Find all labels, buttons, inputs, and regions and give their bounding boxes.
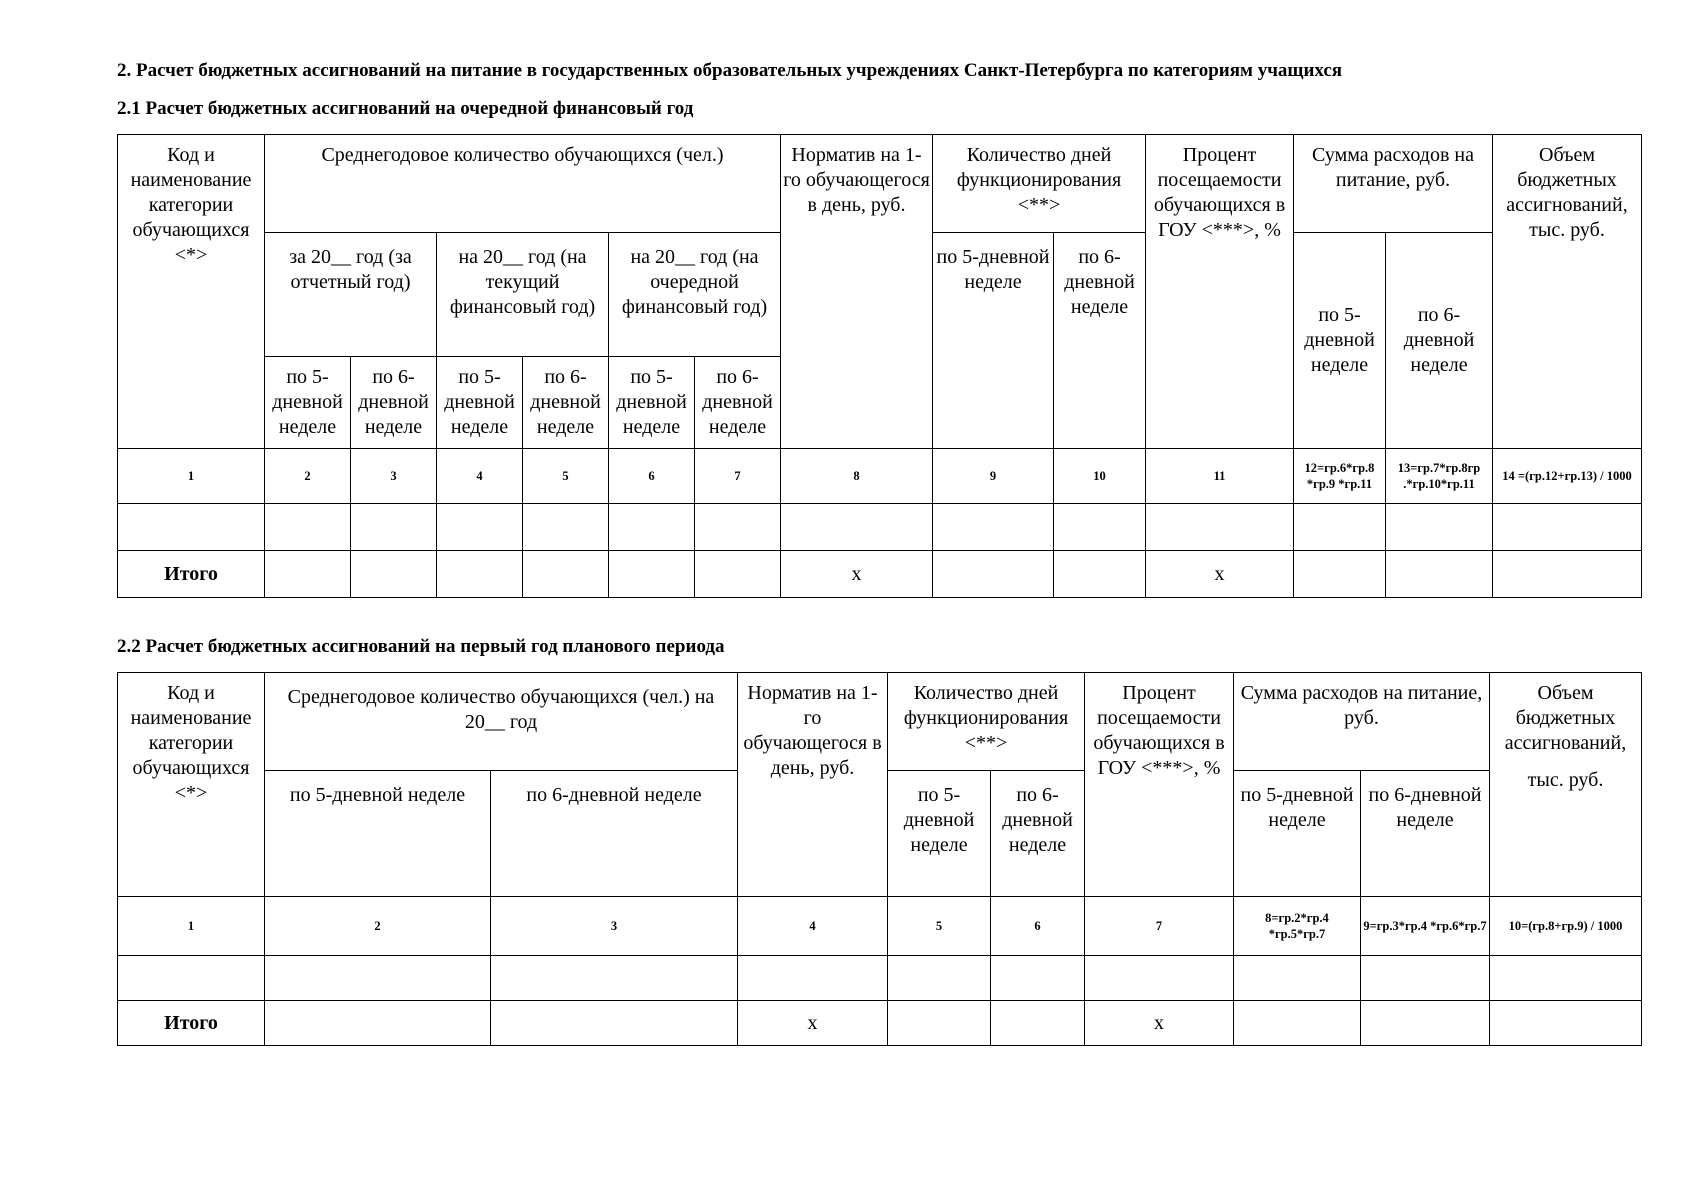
col-number: 9=гр.3*гр.4 *гр.6*гр.7 bbox=[1361, 897, 1490, 956]
table-budget-next-year bbox=[117, 134, 1642, 598]
header-budget-volume-label: Объем бюджетных ассигнований, bbox=[1504, 682, 1627, 754]
table-row bbox=[118, 956, 1642, 1001]
empty-cell bbox=[491, 956, 738, 1001]
x-mark: х bbox=[1146, 551, 1294, 598]
col-number: 10 bbox=[1054, 449, 1146, 504]
empty-cell bbox=[265, 956, 491, 1001]
empty-cell bbox=[265, 504, 351, 551]
empty-cell bbox=[1386, 504, 1493, 551]
header-report-five-day: по 5-дневной неделе bbox=[265, 357, 351, 449]
total-row bbox=[118, 1001, 1642, 1046]
header-food-expenses: Сумма расходов на питание, руб. bbox=[1294, 135, 1493, 233]
header-current-year: на 20__ год (на текущий финансовый год) bbox=[437, 233, 609, 357]
col-number: 2 bbox=[265, 449, 351, 504]
col-number: 3 bbox=[491, 897, 738, 956]
empty-cell bbox=[351, 504, 437, 551]
col-number: 8=гр.2*гр.4 *гр.5*гр.7 bbox=[1234, 897, 1361, 956]
empty-cell bbox=[609, 504, 695, 551]
header-budget-volume bbox=[1490, 673, 1642, 897]
header-sum-six-day: по 6-дневной неделе bbox=[1361, 771, 1490, 897]
empty-cell bbox=[437, 551, 523, 598]
empty-cell bbox=[738, 956, 888, 1001]
col-number: 5 bbox=[888, 897, 991, 956]
col-number: 3 bbox=[351, 449, 437, 504]
col-number: 14 =(гр.12+гр.13) / 1000 bbox=[1493, 449, 1642, 504]
empty-cell bbox=[1085, 956, 1234, 1001]
col-number: 7 bbox=[1085, 897, 1234, 956]
empty-cell bbox=[1493, 504, 1642, 551]
col-number: 6 bbox=[609, 449, 695, 504]
empty-cell bbox=[118, 504, 265, 551]
col-number: 4 bbox=[437, 449, 523, 504]
header-category-code: Код и наименование категории обучающихся <*> bbox=[118, 673, 265, 897]
col-number: 6 bbox=[991, 897, 1085, 956]
col-number: 1 bbox=[118, 449, 265, 504]
col-number: 11 bbox=[1146, 449, 1294, 504]
empty-cell bbox=[1294, 551, 1386, 598]
empty-cell bbox=[1490, 1001, 1642, 1046]
header-functioning-days: Количество дней функционирования <**> bbox=[933, 135, 1146, 233]
header-six-day: по 6-дневной неделе bbox=[491, 771, 738, 897]
table-budget-first-planning-year bbox=[117, 672, 1642, 1046]
empty-cell bbox=[265, 551, 351, 598]
header-sum-five-day: по 5-дневной неделе bbox=[1234, 771, 1361, 897]
col-number: 4 bbox=[738, 897, 888, 956]
header-report-six-day: по 6-дневной неделе bbox=[351, 357, 437, 449]
header-norm-per-student: Норматив на 1-го обучающегося в день, руб. bbox=[738, 673, 888, 897]
header-attendance-percent: Процент посещаемости обучающихся в ГОУ <***>, % bbox=[1146, 135, 1294, 449]
empty-cell bbox=[991, 1001, 1085, 1046]
empty-cell bbox=[609, 551, 695, 598]
col-number: 13=гр.7*гр.8гр .*гр.10*гр.11 bbox=[1386, 449, 1493, 504]
empty-cell bbox=[1361, 1001, 1490, 1046]
header-category-code: Код и наименование категории обучающихся <*> bbox=[118, 135, 265, 449]
empty-cell bbox=[1386, 551, 1493, 598]
empty-cell bbox=[1146, 504, 1294, 551]
empty-cell bbox=[1493, 551, 1642, 598]
col-number: 7 bbox=[695, 449, 781, 504]
empty-cell bbox=[888, 956, 991, 1001]
header-five-day: по 5-дневной неделе bbox=[265, 771, 491, 897]
empty-cell bbox=[933, 551, 1054, 598]
col-number: 5 bbox=[523, 449, 609, 504]
empty-cell bbox=[695, 551, 781, 598]
col-number: 8 bbox=[781, 449, 933, 504]
col-number: 2 bbox=[265, 897, 491, 956]
empty-cell bbox=[491, 1001, 738, 1046]
empty-cell bbox=[118, 956, 265, 1001]
col-number: 10=(гр.8+гр.9) / 1000 bbox=[1490, 897, 1642, 956]
x-mark: х bbox=[1085, 1001, 1234, 1046]
empty-cell bbox=[1054, 551, 1146, 598]
document-title: 2. Расчет бюджетных ассигнований на питание в государственных образовательных учреждениях Санкт-Петербурга по категориям учащихся bbox=[117, 60, 1343, 81]
empty-cell bbox=[523, 504, 609, 551]
column-numbers-row bbox=[118, 897, 1642, 956]
header-days-five-day: по 5-дневной неделе bbox=[933, 233, 1054, 449]
empty-cell bbox=[351, 551, 437, 598]
col-number: 12=гр.6*гр.8 *гр.9 *гр.11 bbox=[1294, 449, 1386, 504]
empty-cell bbox=[781, 504, 933, 551]
column-numbers-row bbox=[118, 449, 1642, 504]
table-row bbox=[118, 504, 1642, 551]
total-row bbox=[118, 551, 1642, 598]
empty-cell bbox=[695, 504, 781, 551]
header-functioning-days: Количество дней функционирования <**> bbox=[888, 673, 1085, 771]
empty-cell bbox=[991, 956, 1085, 1001]
header-attendance-percent: Процент посещаемости обучающихся в ГОУ <***>, % bbox=[1085, 673, 1234, 897]
header-days-five-day: по 5-дневной неделе bbox=[888, 771, 991, 897]
section-1-heading: 2.1 Расчет бюджетных ассигнований на очередной финансовый год bbox=[117, 98, 694, 119]
section-2-heading: 2.2 Расчет бюджетных ассигнований на первый год планового периода bbox=[117, 636, 725, 657]
empty-cell bbox=[265, 1001, 491, 1046]
empty-cell bbox=[1294, 504, 1386, 551]
header-norm-per-student: Норматив на 1-го обучающегося в день, руб. bbox=[781, 135, 933, 449]
empty-cell bbox=[1361, 956, 1490, 1001]
empty-cell bbox=[523, 551, 609, 598]
header-budget-volume-unit: тыс. руб. bbox=[1527, 769, 1604, 791]
header-days-six-day: по 6-дневной неделе bbox=[991, 771, 1085, 897]
header-next-five-day: по 5-дневной неделе bbox=[609, 357, 695, 449]
empty-cell bbox=[1234, 956, 1361, 1001]
header-sum-six-day: по 6-дневной неделе bbox=[1386, 233, 1493, 449]
col-number: 1 bbox=[118, 897, 265, 956]
header-food-expenses: Сумма расходов на питание, руб. bbox=[1234, 673, 1490, 771]
empty-cell bbox=[1490, 956, 1642, 1001]
header-budget-volume: Объем бюджетных ассигнований, тыс. руб. bbox=[1493, 135, 1642, 449]
header-average-count: Среднегодовое количество обучающихся (чел.) bbox=[265, 135, 781, 233]
x-mark: х bbox=[781, 551, 933, 598]
total-label: Итого bbox=[118, 551, 265, 598]
empty-cell bbox=[933, 504, 1054, 551]
empty-cell bbox=[437, 504, 523, 551]
header-current-five-day: по 5-дневной неделе bbox=[437, 357, 523, 449]
header-sum-five-day: по 5-дневной неделе bbox=[1294, 233, 1386, 449]
col-number: 9 bbox=[933, 449, 1054, 504]
total-label: Итого bbox=[118, 1001, 265, 1046]
header-report-year: за 20__ год (за отчетный год) bbox=[265, 233, 437, 357]
header-next-six-day: по 6-дневной неделе bbox=[695, 357, 781, 449]
header-average-count: Среднегодовое количество обучающихся (чел.) на 20__ год bbox=[265, 673, 738, 771]
header-days-six-day: по 6-дневной неделе bbox=[1054, 233, 1146, 449]
x-mark: х bbox=[738, 1001, 888, 1046]
empty-cell bbox=[1054, 504, 1146, 551]
empty-cell bbox=[1234, 1001, 1361, 1046]
header-next-year: на 20__ год (на очередной финансовый год) bbox=[609, 233, 781, 357]
header-current-six-day: по 6-дневной неделе bbox=[523, 357, 609, 449]
empty-cell bbox=[888, 1001, 991, 1046]
